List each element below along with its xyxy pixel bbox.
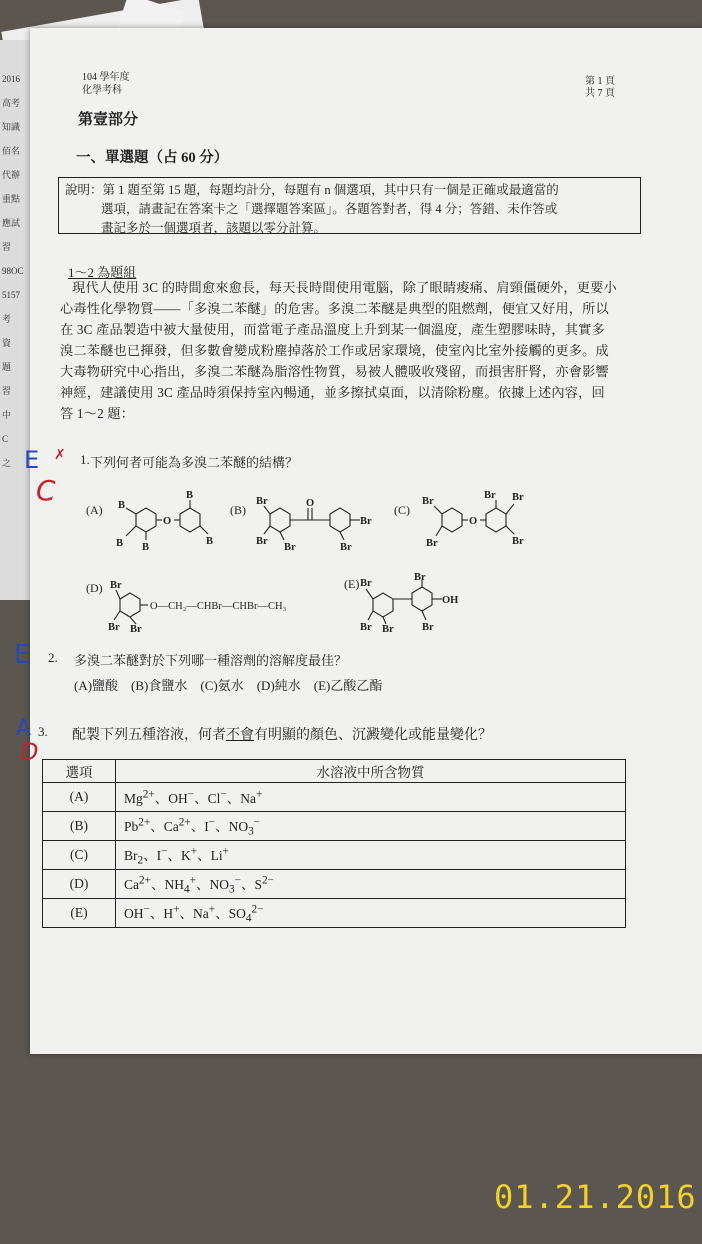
column-header-contents: 水溶液中所含物質 (116, 760, 626, 783)
atom-label: B (142, 542, 150, 553)
edge-text-line: 題 (2, 362, 12, 372)
option-e-label: (E) (344, 577, 360, 591)
row-label: (A) (43, 783, 116, 812)
edge-text-line: 習 (2, 386, 12, 396)
q3-number: 3. (38, 724, 48, 739)
header-subject: 化學考科 (82, 85, 122, 96)
row-label: (B) (43, 812, 116, 841)
row-contents: $Ca^{2+}$、$NH_4^+$、$NO_3^-$、$S^{2-}$ (116, 870, 626, 899)
handwritten-correction-q1: C (36, 474, 56, 507)
atom-label: B (116, 538, 124, 549)
option-d-label: (D) (86, 581, 103, 595)
atom-label: Br (110, 580, 122, 591)
exam-page (14, 28, 702, 1054)
instruction-line: 畫記多於一個選項者，該題以零分計算。 (101, 221, 327, 235)
passage-line: 在 3C 產品製造中被大量使用，而當電子產品溫度上升到某一個溫度，產生塑膠味時，其實多 (60, 322, 605, 337)
passage-line: 心毒性化學物質——「多溴二苯醚」的危害。多溴二苯醚是典型的阻燃劑，便宜又好用，所以 (60, 301, 609, 316)
row-contents: OH−、H+、Na+、$SO_4^{2-}$ (116, 899, 626, 928)
edge-text-line: 2016 (2, 74, 20, 84)
passage-line: 溴二苯醚也已揮發，但多數會變成粉塵掉落於工作或居家環境，使室內比室外接觸的更多。成 (60, 343, 609, 358)
table-body (43, 783, 626, 928)
option-a-label: (A) (86, 503, 103, 517)
q1-structures (30, 464, 702, 635)
atom-label: Br (340, 542, 352, 553)
column-header-option: 選項 (43, 760, 116, 783)
atom-label: Br (382, 624, 394, 635)
table-header-row (43, 760, 626, 783)
q3-stem (72, 724, 492, 744)
atom-label: O (306, 498, 315, 509)
passage-line: 神經，建議使用 3C 產品時須保持室內暢通，並多擦拭桌面，以清除粉塵。依據上述內容，回 (60, 385, 605, 400)
q1-number: 1. (80, 452, 90, 467)
header-page: 第 1 頁 (585, 76, 615, 87)
edge-text-line: 習 (2, 242, 12, 252)
atom-label: O (469, 516, 478, 527)
q2-number: 2. (48, 650, 58, 665)
handwritten-answer-q3: A (16, 716, 32, 741)
side-chain: O—CH₂—CHBr—CHBr—CH₃ (150, 601, 287, 612)
header-total: 共 7 頁 (585, 88, 615, 99)
edge-text-line: 重點 (2, 194, 21, 204)
row-contents: $Pb^{2+}$、$Ca^{2+}$、I−、$NO_3^-$ (116, 812, 626, 841)
atom-label: B (206, 536, 214, 547)
edge-text-line: 5157 (2, 290, 20, 300)
option-c-label: (C) (394, 503, 410, 517)
edge-text-line: 代辦 (2, 170, 21, 180)
edge-text-line: C (2, 434, 9, 444)
passage-line: 現代人使用 3C 的時間愈來愈長，每天長時間使用電腦，除了眼睛痠痛、肩頸僵硬外，更要小 (72, 280, 617, 295)
atom-label: Br (484, 490, 496, 501)
q3-stem-pre: 配製下列五種溶液，何者 (72, 728, 226, 743)
atom-label: Br (360, 578, 372, 589)
edge-text-line: 應試 (2, 218, 21, 228)
atom-label: B (118, 500, 126, 511)
handwritten-answer-q1: E (24, 446, 40, 474)
instruction-line: 選項，請畫記在答案卡之「選擇題答案區」。各題答對者，得 4 分；答錯、未作答或 (101, 202, 558, 216)
table-row (43, 812, 626, 841)
table-row (43, 870, 626, 899)
atom-label: O (163, 516, 172, 527)
edge-text-line: 考 (2, 314, 12, 324)
instructions-box (58, 177, 641, 234)
q3-stem-underlined: 不會 (226, 728, 254, 743)
atom-label: Br (422, 622, 434, 633)
edge-text-line: 中 (2, 410, 12, 420)
atom-label: Br (108, 622, 120, 633)
passage (60, 277, 640, 424)
group-title: 1～2 為題組 (68, 265, 137, 280)
option-b-label: (B) (230, 503, 246, 517)
date-stamp: 01.21.2016 (494, 1178, 697, 1216)
handwritten-correction-q3: D (20, 738, 39, 766)
atom-label: Br (256, 536, 268, 547)
table-row (43, 899, 626, 928)
q3-stem-post: 有明顯的顏色、沉澱變化或能量變化？ (254, 728, 492, 743)
atom-label: OH (442, 595, 459, 606)
atom-label: Br (426, 538, 438, 549)
edge-text-line: 知識 (2, 122, 21, 132)
handwritten-answer-q2: E (14, 640, 31, 670)
edge-text-line: 高考 (2, 98, 21, 108)
part-title: 第壹部分 (78, 112, 139, 128)
edge-text-line: 佰名 (2, 146, 21, 156)
q3-options-table (42, 759, 626, 928)
atom-label: Br (512, 492, 524, 503)
table-row (43, 783, 626, 812)
passage-line: 答 1～2 題： (60, 406, 135, 421)
q1-stem: 下列何者可能為多溴二苯醚的結構？ (90, 455, 299, 470)
instruction-line: 說明：第 1 題至第 15 題，每題均計分，每題有 n 個選項，其中只有一個是正確或最適當的 (65, 183, 559, 197)
section-title: 一、單選題（占 60 分） (76, 150, 229, 166)
atom-label: Br (130, 624, 142, 635)
atom-label: B (186, 490, 194, 501)
atom-label: Br (256, 496, 268, 507)
edge-text-line: 之 (2, 458, 12, 468)
handwritten-strike: ✗ (54, 447, 66, 463)
passage-line: 大毒物研究中心指出，多溴二苯醚為脂溶性物質，易被人體吸收殘留，而損害肝腎，亦會影響 (60, 364, 609, 379)
atom-label: Br (422, 496, 434, 507)
atom-label: Br (360, 622, 372, 633)
row-label: (E) (43, 899, 116, 928)
table-row (43, 841, 626, 870)
row-contents: $Mg^{2+}$、OH−、Cl−、Na+ (116, 783, 626, 812)
row-label: (D) (43, 870, 116, 899)
atom-label: Br (284, 542, 296, 553)
atom-label: Br (512, 536, 524, 547)
row-label: (C) (43, 841, 116, 870)
header-year: 104 學年度 (82, 72, 130, 83)
q2-options: (A)鹽酸 (B)食鹽水 (C)氨水 (D)純水 (E)乙酸乙酯 (74, 678, 383, 693)
atom-label: Br (414, 572, 426, 583)
atom-label: Br (360, 516, 372, 527)
edge-text-line: 資 (2, 338, 12, 348)
row-contents: $Br_2$、I−、K+、Li+ (116, 841, 626, 870)
edge-text-line: 98OC (2, 266, 24, 276)
q2-stem: 多溴二苯醚對於下列哪一種溶劑的溶解度最佳？ (74, 653, 348, 668)
